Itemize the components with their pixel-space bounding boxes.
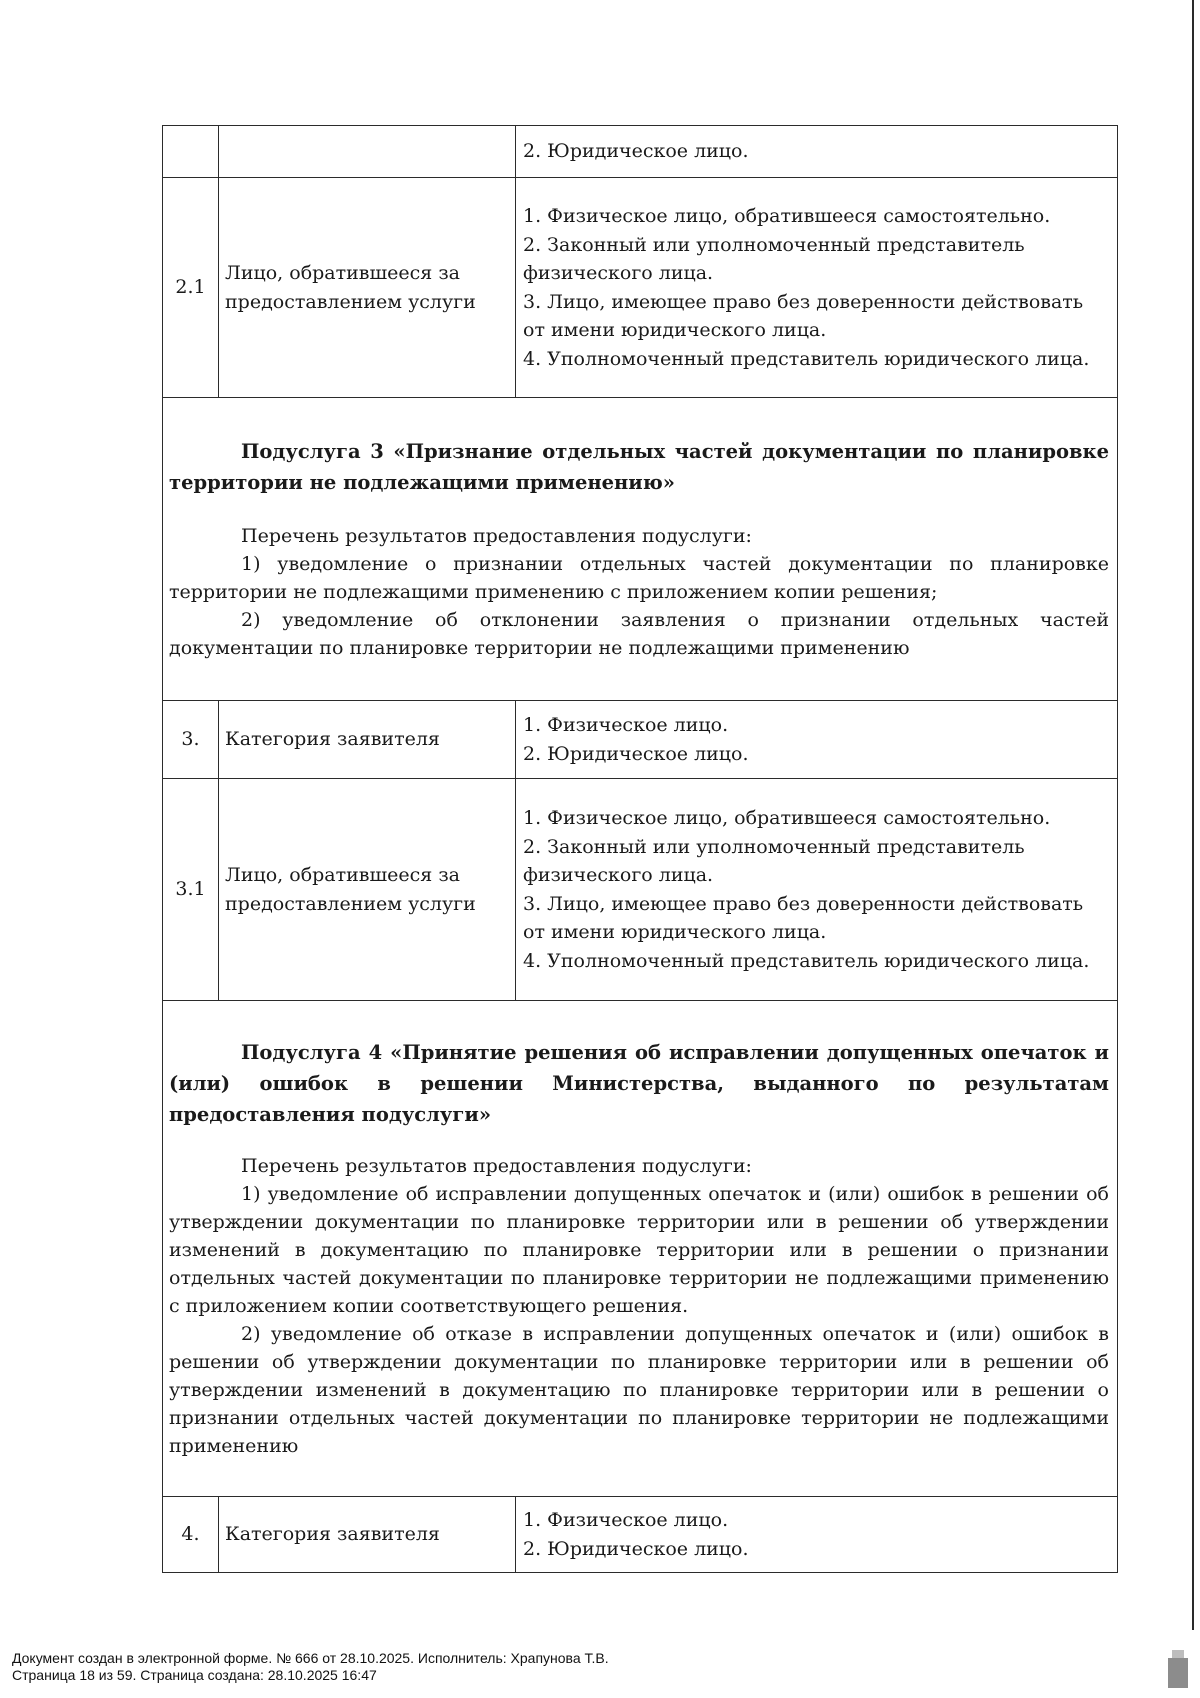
- row-value-cell: [516, 1497, 1118, 1573]
- value-line: 2. Юридическое лицо.: [523, 1537, 749, 1560]
- value-line: 3. Лицо, имеющее право без доверенности действовать от имени юридического лица.: [523, 290, 1084, 341]
- value-line: 1. Физическое лицо, обратившееся самостоятельно.: [523, 205, 1051, 227]
- value-line: 4. Уполномоченный представитель юридического лица.: [523, 347, 1090, 370]
- row-value-cell: [516, 701, 1118, 779]
- table-row: [163, 126, 1118, 178]
- value-line: 2. Юридическое лицо.: [523, 140, 749, 163]
- row-value-cell: [516, 779, 1118, 1001]
- row-label-cell: Лицо, обратившееся за предоставлением услуги: [219, 178, 516, 398]
- page-edge-line: [1192, 0, 1194, 1630]
- row-number-cell: 2.1: [163, 178, 219, 398]
- value-line: 1. Физическое лицо.: [523, 1509, 729, 1531]
- section-paragraph: 1) уведомление об исправлении допущенных опечаток и (или) ошибок в решении об утверждении документации по планировке территории или в решении об утверждении изменений в документацию по планировке территории или в решении о признании отдельных частей документации по планировке территории не подлежащими применению с приложением копии соответствующего решения.: [169, 1183, 1109, 1317]
- section-paragraph: 2) уведомление об отказе в исправлении допущенных опечаток и (или) ошибок в решении об утверждении документации по планировке территории или в решении об утверждении изменений в документацию по планировке территории или в решении о признании отдельных частей документации по планировке территории не подлежащими применению: [169, 1323, 1109, 1457]
- row-number-cell: 4.: [163, 1497, 219, 1573]
- section-paragraph: 2) уведомление об отклонении заявления о признании отдельных частей документации по планировке территории не подлежащими применению: [169, 609, 1109, 659]
- section-cell: [163, 1001, 1118, 1497]
- table-row: [163, 178, 1118, 398]
- value-line: 4. Уполномоченный представитель юридического лица.: [523, 949, 1090, 972]
- row-number-cell: [163, 126, 219, 178]
- row-label-cell: Категория заявителя: [219, 701, 516, 779]
- section-row: [163, 1001, 1118, 1497]
- value-line: 2. Законный или уполномоченный представитель физического лица.: [523, 233, 1025, 284]
- value-line: 2. Юридическое лицо.: [523, 742, 749, 765]
- row-label-cell: [219, 126, 516, 178]
- section-title: Подуслуга 4 «Принятие решения об исправлении допущенных опечаток и (или) ошибок в решении Министерства, выданного по результатам предоставления подуслуги»: [169, 1041, 1109, 1126]
- section-row: [163, 398, 1118, 701]
- value-line: 1. Физическое лицо.: [523, 714, 729, 736]
- table-row: [163, 779, 1118, 1001]
- section-paragraph: Перечень результатов предоставления подуслуги:: [241, 525, 752, 547]
- document-footer: [12, 1650, 609, 1684]
- value-line: 2. Законный или уполномоченный представитель физического лица.: [523, 835, 1025, 886]
- table-row: [163, 701, 1118, 779]
- section-paragraph: 1) уведомление о признании отдельных частей документации по планировке территории не подлежащими применению с приложением копии решения;: [169, 553, 1109, 603]
- section-paragraph: Перечень результатов предоставления подуслуги:: [241, 1155, 752, 1177]
- value-line: 1. Физическое лицо, обратившееся самостоятельно.: [523, 807, 1051, 829]
- footer-line-document-info: Документ создан в электронной форме. № 666 от 28.10.2025. Исполнитель: Храпунова Т.В.: [12, 1650, 609, 1666]
- section-cell: [163, 398, 1118, 701]
- footer-line-page-info: Страница 18 из 59. Страница создана: 28.10.2025 16:47: [12, 1667, 377, 1683]
- row-label-cell: Лицо, обратившееся за предоставлением услуги: [219, 779, 516, 1001]
- row-number-cell: 3.1: [163, 779, 219, 1001]
- row-number-cell: 3.: [163, 701, 219, 779]
- services-table: [162, 125, 1118, 1573]
- section-title: Подуслуга 3 «Признание отдельных частей документации по планировке территории не подлежащими применению»: [169, 440, 1109, 494]
- document-stamp-icon: [1168, 1658, 1188, 1688]
- row-value-cell: [516, 126, 1118, 178]
- row-label-cell: Категория заявителя: [219, 1497, 516, 1573]
- table-row: [163, 1497, 1118, 1573]
- value-line: 3. Лицо, имеющее право без доверенности действовать от имени юридического лица.: [523, 892, 1084, 943]
- row-value-cell: [516, 178, 1118, 398]
